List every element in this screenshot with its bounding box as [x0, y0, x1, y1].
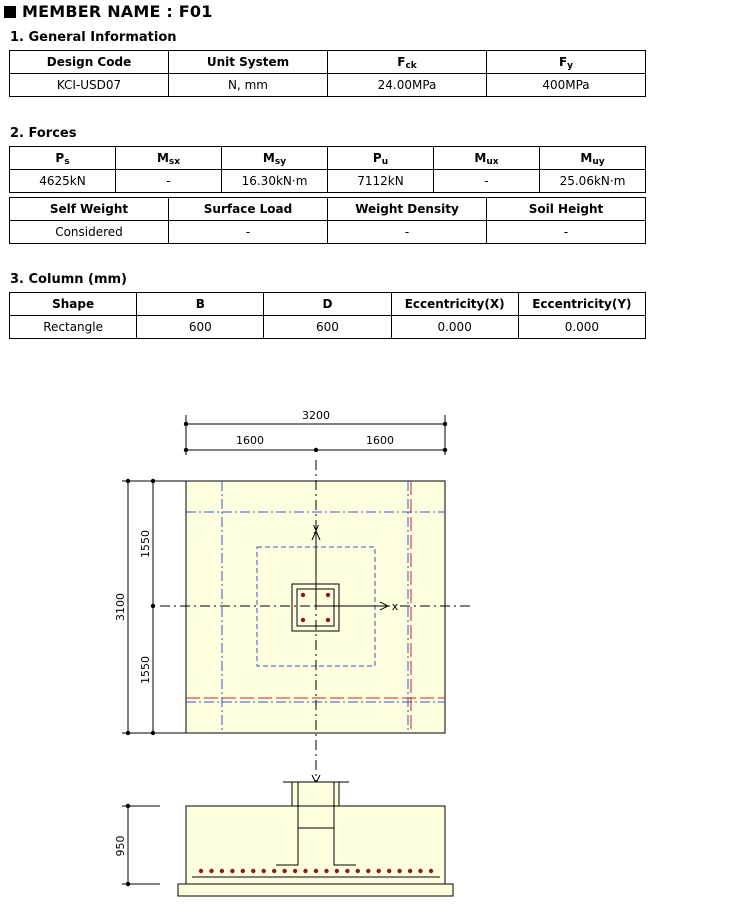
bottom-rebar — [251, 869, 255, 873]
header-cell: Self Weight — [10, 198, 169, 221]
header-cell: $M_{sy}$ — [222, 147, 328, 170]
table-cell: 600 — [137, 316, 264, 339]
bottom-rebar — [418, 869, 422, 873]
bottom-rebar — [241, 869, 245, 873]
bottom-rebar — [397, 869, 401, 873]
bottom-rebar — [356, 869, 360, 873]
section-column-title: 3. Column (mm) — [10, 272, 127, 287]
table-cell: 4625kN — [10, 170, 116, 193]
bottom-rebar — [408, 869, 412, 873]
bottom-rebar — [387, 869, 391, 873]
bottom-rebar — [282, 869, 286, 873]
half-height-top-label: 1550 — [139, 530, 152, 558]
column-rebar — [326, 618, 330, 622]
table-cell: - — [487, 221, 646, 244]
axis-y-label: y — [312, 521, 320, 534]
axis-x-label: x — [391, 600, 399, 613]
bottom-rebar — [324, 869, 328, 873]
bottom-rebar — [303, 869, 307, 873]
header-cell: $F_y$ — [487, 51, 646, 74]
header-cell: Soil Height — [487, 198, 646, 221]
header-cell: $P_u$ — [328, 147, 434, 170]
table-cell: 24.00MPa — [328, 74, 487, 97]
header-cell: Eccentricity(Y) — [518, 293, 645, 316]
table-cell: 0.000 — [518, 316, 645, 339]
bottom-rebar — [335, 869, 339, 873]
dim-tick — [314, 448, 318, 452]
header-cell: Shape — [10, 293, 137, 316]
table-cell: - — [169, 221, 328, 244]
header-cell: Design Code — [10, 51, 169, 74]
table-cell: N, mm — [169, 74, 328, 97]
dim-tick — [151, 731, 155, 735]
header-cell: $M_{sx}$ — [116, 147, 222, 170]
section-general-title: 1. General Information — [10, 30, 177, 45]
bottom-rebar — [314, 869, 318, 873]
half-width-right-label: 1600 — [366, 434, 394, 447]
column-rebar — [326, 593, 330, 597]
bottom-rebar — [230, 869, 234, 873]
header-cell: Eccentricity(X) — [391, 293, 518, 316]
header-cell: Unit System — [169, 51, 328, 74]
half-width-left-label: 1600 — [236, 434, 264, 447]
bottom-rebar-group — [199, 869, 433, 873]
table-cell: - — [116, 170, 222, 193]
dim-tick — [184, 422, 188, 426]
table-cell: 16.30kN·m — [222, 170, 328, 193]
bottom-rebar — [262, 869, 266, 873]
dim-tick — [443, 422, 447, 426]
bottom-rebar — [377, 869, 381, 873]
table-cell: 7112kN — [328, 170, 434, 193]
depth-dimension — [122, 806, 160, 884]
header-cell: $M_{ux}$ — [434, 147, 540, 170]
header-cell: Surface Load — [169, 198, 328, 221]
bottom-rebar — [272, 869, 276, 873]
header-cell: $P_s$ — [10, 147, 116, 170]
dim-tick — [151, 479, 155, 483]
header-cell: D — [264, 293, 391, 316]
bottom-rebar — [220, 869, 224, 873]
dim-tick — [126, 479, 130, 483]
column-rebar — [301, 618, 305, 622]
table-cell: 600 — [264, 316, 391, 339]
header-cell: $F_{ck}$ — [328, 51, 487, 74]
header-cell: B — [137, 293, 264, 316]
dim-tick — [184, 448, 188, 452]
bottom-rebar — [366, 869, 370, 873]
table-cell: - — [328, 221, 487, 244]
bottom-rebar — [199, 869, 203, 873]
table-cell: 0.000 — [391, 316, 518, 339]
half-height-bottom-label: 1550 — [139, 656, 152, 684]
total-height-label: 3100 — [114, 593, 127, 621]
dim-tick — [126, 882, 130, 886]
section-forces-title: 2. Forces — [10, 126, 77, 141]
bottom-rebar — [293, 869, 297, 873]
dim-tick — [126, 731, 130, 735]
table-cell: Considered — [10, 221, 169, 244]
table-cell: KCI-USD07 — [10, 74, 169, 97]
table-cell: Rectangle — [10, 316, 137, 339]
dim-tick — [126, 804, 130, 808]
dim-tick — [443, 448, 447, 452]
member-separator: : — [166, 2, 174, 21]
member-name-value: F01 — [178, 2, 213, 21]
bottom-rebar — [209, 869, 213, 873]
header-cell: $M_{uy}$ — [540, 147, 646, 170]
table-cell: 25.06kN·m — [540, 170, 646, 193]
bottom-rebar — [345, 869, 349, 873]
bottom-rebar — [429, 869, 433, 873]
dim-tick — [151, 604, 155, 608]
table-cell: 400MPa — [487, 74, 646, 97]
lean-concrete — [178, 884, 453, 896]
depth-label: 950 — [114, 835, 127, 857]
total-width-label: 3200 — [302, 409, 330, 422]
column-stub — [292, 782, 339, 806]
table-cell: - — [434, 170, 540, 193]
column-rebar — [301, 593, 305, 597]
header-cell: Weight Density — [328, 198, 487, 221]
member-name-label: MEMBER NAME — [22, 2, 161, 21]
